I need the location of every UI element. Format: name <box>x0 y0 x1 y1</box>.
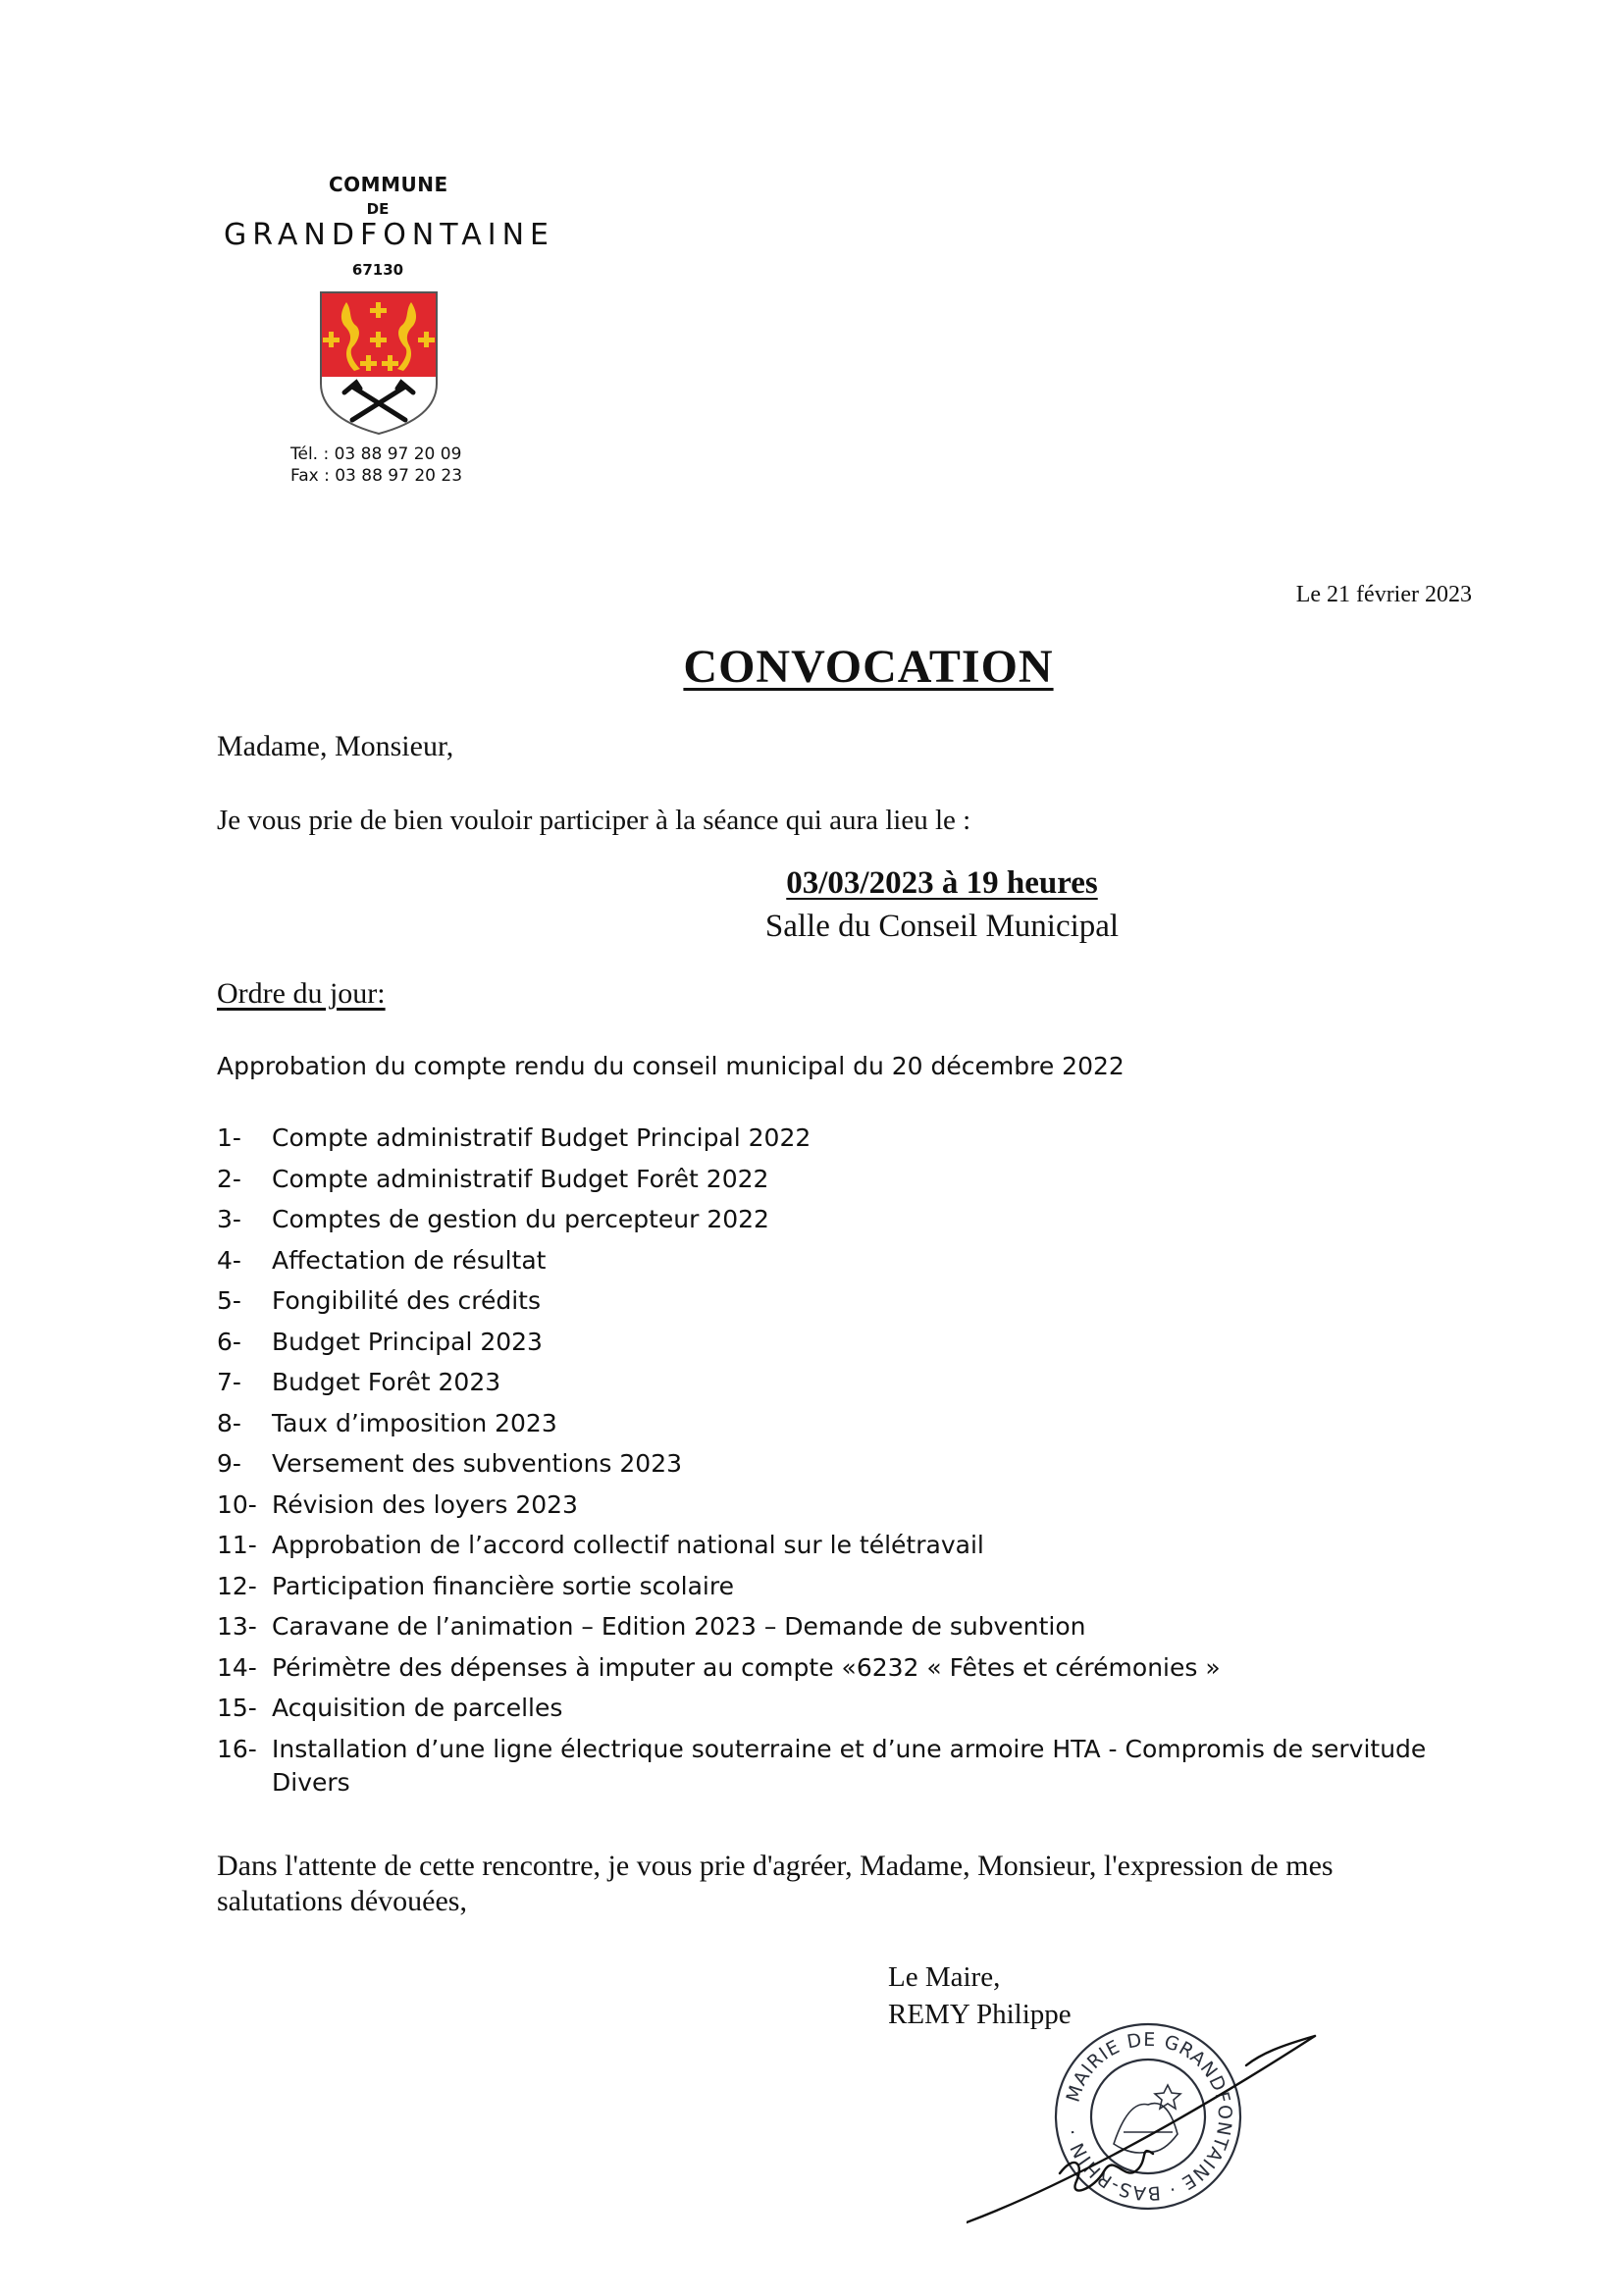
agenda-item <box>217 1691 1453 1732</box>
agenda-item <box>217 1406 1453 1447</box>
agenda-heading <box>217 977 386 1011</box>
document-title <box>589 640 1148 694</box>
agenda-item-number: 15- <box>217 1694 257 1722</box>
meeting-datetime <box>648 865 1236 902</box>
agenda-item-number: 12- <box>217 1571 257 1600</box>
commune-label: COMMUNE <box>329 173 448 196</box>
stamp-center-emblem <box>1114 2085 1180 2153</box>
phone-number: Tél. : 03 88 97 20 09 <box>290 444 462 464</box>
signatory-name: REMY Philippe <box>888 1999 1072 2030</box>
agenda-item-text: Compte administratif Budget Principal 2022 <box>272 1123 812 1152</box>
agenda-item-number: 3- <box>217 1205 241 1233</box>
agenda-list <box>217 1121 1453 1772</box>
commune-name: GRANDFONTAINE <box>224 218 555 252</box>
letter-date: Le 21 février 2023 <box>1295 582 1472 607</box>
intro-text: Je vous prie de bien vouloir participer à la séance qui aura lieu le : <box>217 805 971 836</box>
agenda-item-number: 5- <box>217 1286 241 1315</box>
agenda-approval-line: Approbation du compte rendu du conseil municipal du 20 décembre 2022 <box>217 1052 1125 1080</box>
fax-number: Fax : 03 88 97 20 23 <box>290 466 463 486</box>
agenda-item-number: 7- <box>217 1368 241 1396</box>
postal-code: 67130 <box>351 261 404 279</box>
agenda-item-number: 1- <box>217 1123 241 1152</box>
agenda-divers: Divers <box>272 1768 350 1797</box>
agenda-item-text: Budget Principal 2023 <box>272 1327 543 1356</box>
stamp-lettering: MAIRIE DE GRANDFONTAINE · BAS-RHIN · <box>1062 2028 1236 2205</box>
agenda-item <box>217 1650 1453 1692</box>
agenda-item-number: 14- <box>217 1652 257 1682</box>
agenda-item-number: 2- <box>217 1164 241 1193</box>
agenda-item <box>217 1162 1453 1203</box>
agenda-item-text: Acquisition de parcelles <box>272 1694 563 1722</box>
closing-text: Dans l'attente de cette rencontre, je vous prie d'agréer, Madame, Monsieur, l'expression de mes salutations dévouées, <box>217 1850 1334 1917</box>
agenda-item <box>217 1569 1453 1610</box>
meeting-datetime-text: 03/03/2023 à 19 heures <box>786 865 1098 901</box>
agenda-item-text: Affectation de résultat <box>272 1245 547 1275</box>
agenda-item-number: 8- <box>217 1408 241 1437</box>
agenda-item-number: 10- <box>217 1489 257 1519</box>
agenda-item-text: Budget Forêt 2023 <box>272 1368 501 1396</box>
agenda-item-number: 11- <box>217 1531 257 1559</box>
agenda-item <box>217 1283 1453 1325</box>
agenda-item-text: Taux d’imposition 2023 <box>272 1408 557 1437</box>
agenda-heading-text: Ordre du jour: <box>217 977 386 1010</box>
document-title-text: CONVOCATION <box>683 641 1054 693</box>
agenda-item-text: Caravane de l’animation – Edition 2023 – Demande de subvention <box>272 1612 1086 1641</box>
agenda-item-text: Installation d’une ligne électrique souterraine et d’une armoire HTA - Compromis de servitude <box>272 1734 1427 1763</box>
agenda-item <box>217 1202 1453 1243</box>
stamp-seal <box>1056 2024 1240 2209</box>
agenda-item <box>217 1609 1453 1650</box>
agenda-item <box>217 1365 1453 1406</box>
signatory-title: Le Maire, <box>888 1961 1001 1993</box>
agenda-item <box>217 1325 1453 1366</box>
salutation: Madame, Monsieur, <box>217 730 454 762</box>
agenda-item <box>217 1732 1453 1773</box>
agenda-item <box>217 1528 1453 1569</box>
agenda-item-text: Fongibilité des crédits <box>272 1286 541 1315</box>
agenda-item-text: Participation financière sortie scolaire <box>272 1571 734 1600</box>
agenda-item-number: 6- <box>217 1327 241 1356</box>
agenda-item <box>217 1121 1453 1162</box>
agenda-item-number: 13- <box>217 1612 257 1641</box>
agenda-item <box>217 1487 1453 1529</box>
agenda-item-text: Comptes de gestion du percepteur 2022 <box>272 1205 769 1233</box>
coat-of-arms-icon <box>319 290 439 436</box>
meeting-place: Salle du Conseil Municipal <box>764 909 1120 944</box>
agenda-item-number: 9- <box>217 1449 241 1478</box>
de-label: DE <box>366 200 390 218</box>
official-stamp-icon <box>967 2007 1330 2227</box>
agenda-item-number: 4- <box>217 1245 241 1275</box>
agenda-item-text: Périmètre des dépenses à imputer au compte «6232 « Fêtes et cérémonies » <box>272 1652 1221 1682</box>
agenda-item <box>217 1243 1453 1284</box>
agenda-item-number: 16- <box>217 1734 257 1763</box>
agenda-item-text: Approbation de l’accord collectif national sur le télétravail <box>272 1531 984 1559</box>
agenda-item-text: Versement des subventions 2023 <box>272 1449 683 1478</box>
agenda-item-text: Compte administratif Budget Forêt 2022 <box>272 1164 769 1193</box>
agenda-item-text: Révision des loyers 2023 <box>272 1489 578 1519</box>
agenda-item <box>217 1446 1453 1487</box>
